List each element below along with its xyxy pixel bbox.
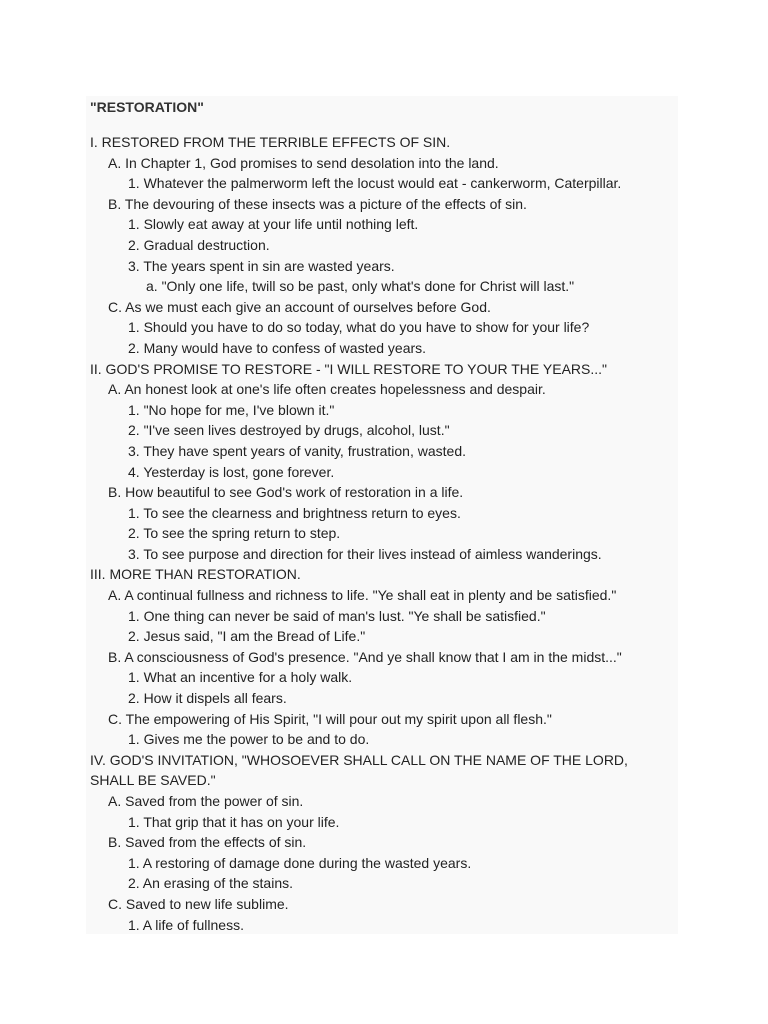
outline-line-level-3: 1. Should you have to do so today, what do you have to show for your life? [128,319,590,336]
outline-line-level-2: A. An honest look at one's life often creates hopelessness and despair. [108,381,546,398]
outline-line-level-3: 1. Whatever the palmerworm left the locust would eat - cankerworm, Caterpillar. [128,175,622,192]
outline-line-level-3: 1. "No hope for me, I've blown it." [128,401,335,418]
sermon-outline [90,132,680,935]
outline-line-level-2: C. Saved to new life sublime. [108,895,289,912]
outline-line-level-3: 2. "I've seen lives destroyed by drugs, alcohol, lust." [128,422,450,439]
outline-line-level-3: 1. Slowly eat away at your life until nothing left. [128,216,419,233]
outline-line-level-3: 1. A restoring of damage done during the wasted years. [128,854,472,871]
outline-line-level-2: B. A consciousness of God's presence. "And ye shall know that I am in the midst..." [108,648,622,665]
outline-line-level-1: SHALL BE SAVED." [90,772,216,789]
outline-line-level-2: B. How beautiful to see God's work of restoration in a life. [108,484,464,501]
outline-line-level-3: 1. To see the clearness and brightness return to eyes. [128,504,461,521]
outline-line-level-1: IV. GOD'S INVITATION, "WHOSOEVER SHALL CALL ON THE NAME OF THE LORD, [90,751,628,768]
outline-line-level-3: 1. One thing can never be said of man's lust. "Ye shall be satisfied." [128,607,546,624]
outline-line-level-2: C. As we must each give an account of ourselves before God. [108,298,491,315]
outline-line-level-2: B. The devouring of these insects was a picture of the effects of sin. [108,195,527,212]
outline-line-level-1: II. GOD'S PROMISE TO RESTORE - "I WILL RESTORE TO YOUR THE YEARS..." [90,360,607,377]
outline-line-level-3: 1. What an incentive for a holy walk. [128,669,353,686]
outline-line-level-3: 3. They have spent years of vanity, frustration, wasted. [128,442,466,459]
outline-line-level-3: 2. Jesus said, "I am the Bread of Life." [128,628,366,645]
outline-line-level-2: A. In Chapter 1, God promises to send desolation into the land. [108,154,499,171]
outline-line-level-2: B. Saved from the effects of sin. [108,834,307,851]
outline-line-level-3: 1. That grip that it has on your life. [128,813,340,830]
outline-line-level-3: 3. To see purpose and direction for their lives instead of aimless wanderings. [128,545,602,562]
document-title: "RESTORATION" [90,99,204,115]
outline-line-level-2: A. A continual fullness and richness to life. "Ye shall eat in plenty and be satisfied." [108,587,617,604]
outline-line-level-3: 2. Many would have to confess of wasted years. [128,339,427,356]
outline-line-level-3: 2. Gradual destruction. [128,236,270,253]
outline-line-level-4: a. "Only one life, twill so be past, only what's done for Christ will last." [146,278,575,295]
outline-line-level-3: 4. Yesterday is lost, gone forever. [128,463,335,480]
outline-line-level-3: 1. Gives me the power to be and to do. [128,731,370,748]
outline-line-level-1: III. MORE THAN RESTORATION. [90,566,301,583]
outline-line-level-3: 2. To see the spring return to step. [128,525,341,542]
outline-line-level-2: C. The empowering of His Spirit, "I will pour out my spirit upon all flesh." [108,710,552,727]
outline-line-level-2: A. Saved from the power of sin. [108,793,304,809]
outline-line-level-3: 1. A life of fullness. [128,916,244,933]
outline-line-level-3: 3. The years spent in sin are wasted years. [128,257,395,274]
outline-line-level-3: 2. An erasing of the stains. [128,875,293,892]
outline-line-level-3: 2. How it dispels all fears. [128,690,287,707]
outline-line-level-1: I. RESTORED FROM THE TERRIBLE EFFECTS OF SIN. [90,134,451,150]
